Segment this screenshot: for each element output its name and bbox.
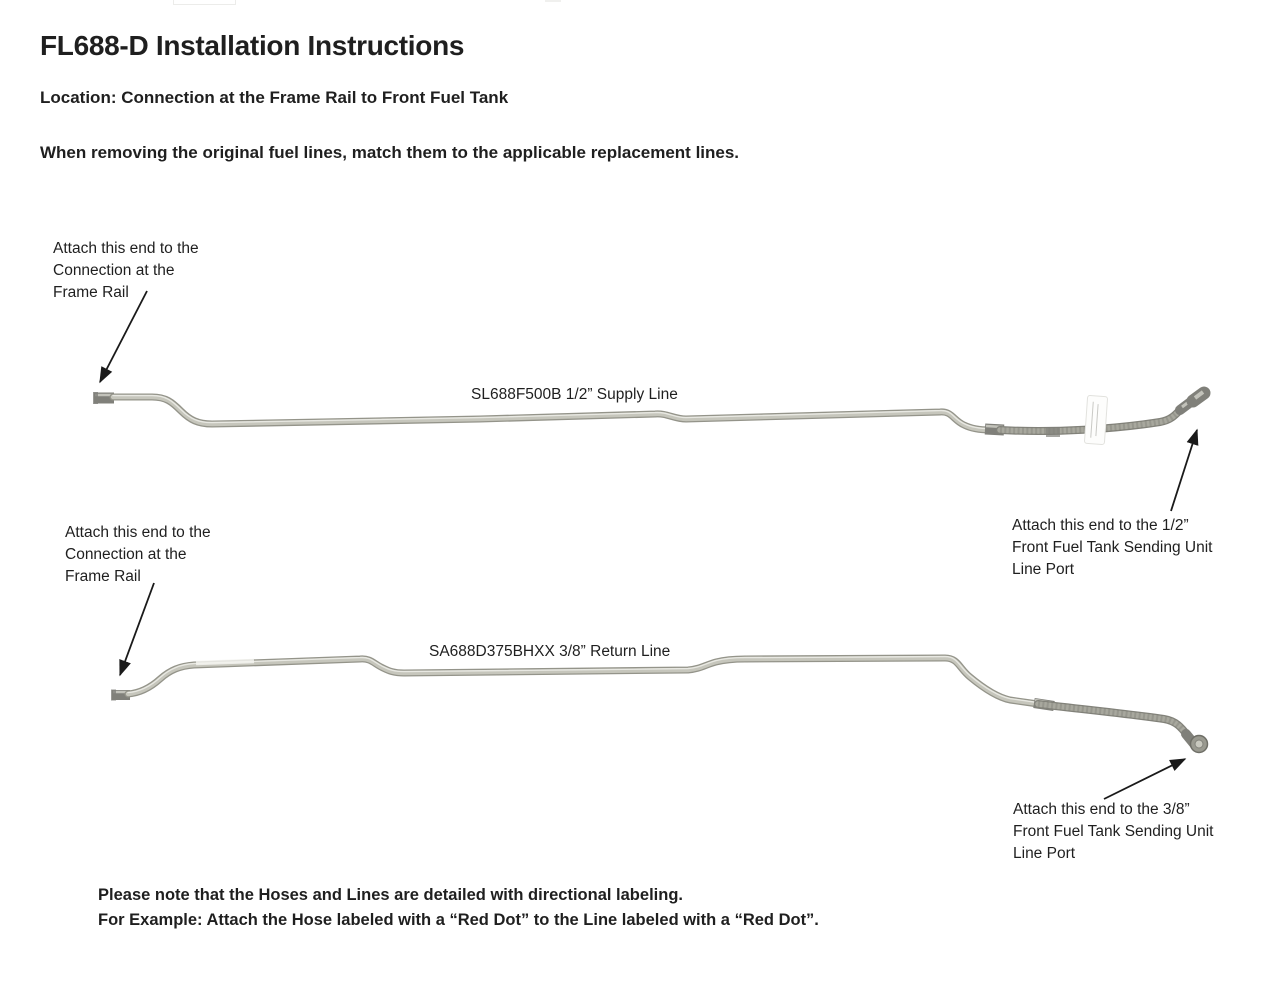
- return-tube-label-strip: [196, 661, 254, 663]
- footer-note: [98, 883, 819, 933]
- arrow-supply-sending-unit: [1171, 430, 1197, 511]
- callout-text-line: Attach this end to the 3/8”: [1013, 801, 1190, 818]
- callout-text-line: Frame Rail: [65, 568, 141, 585]
- supply-line-part-label: SL688F500B 1/2” Supply Line: [471, 386, 678, 403]
- page-title: FL688-D Installation Instructions: [40, 30, 465, 61]
- callout-text-line: Attach this end to the: [53, 240, 199, 257]
- return-line-drawing: [111, 657, 1208, 753]
- footer-note-line1: Please note that the Hoses and Lines are detailed with directional labeling.: [98, 886, 683, 904]
- callout-text-line: Front Fuel Tank Sending Unit: [1013, 823, 1214, 840]
- arrow-supply-frame-rail: [100, 291, 147, 382]
- return-line-part-label: SA688D375BHXX 3/8” Return Line: [429, 643, 671, 660]
- arrow-return-frame-rail: [120, 583, 154, 675]
- callout-return-sending-unit: [1013, 799, 1213, 865]
- instruction-line: When removing the original fuel lines, match them to the applicable replacement lines.: [40, 143, 740, 162]
- callout-text-line: Line Port: [1013, 845, 1076, 862]
- callout-text-line: Line Port: [1012, 561, 1075, 578]
- callout-text-line: Attach this end to the: [65, 524, 211, 541]
- callout-return-frame-rail: [65, 522, 211, 588]
- callout-supply-frame-rail: [53, 238, 199, 304]
- location-line: Location: Connection at the Frame Rail to Front Fuel Tank: [40, 88, 509, 107]
- footer-note-line2: For Example: Attach the Hose labeled with a “Red Dot” to the Line labeled with a “Red Dot”.: [98, 911, 819, 929]
- supply-hose-tag: [1084, 395, 1107, 444]
- callout-supply-sending-unit: [1012, 515, 1212, 581]
- supply-sending-unit-fitting: [1180, 392, 1204, 410]
- callout-text-line: Front Fuel Tank Sending Unit: [1012, 539, 1213, 556]
- return-sending-unit-fitting: [1186, 734, 1208, 753]
- callout-text-line: Attach this end to the 1/2”: [1012, 517, 1189, 534]
- callout-text-line: Connection at the: [65, 546, 187, 563]
- arrow-return-sending-unit: [1104, 759, 1185, 799]
- callout-text-line: Frame Rail: [53, 284, 129, 301]
- callout-text-line: Connection at the: [53, 262, 175, 279]
